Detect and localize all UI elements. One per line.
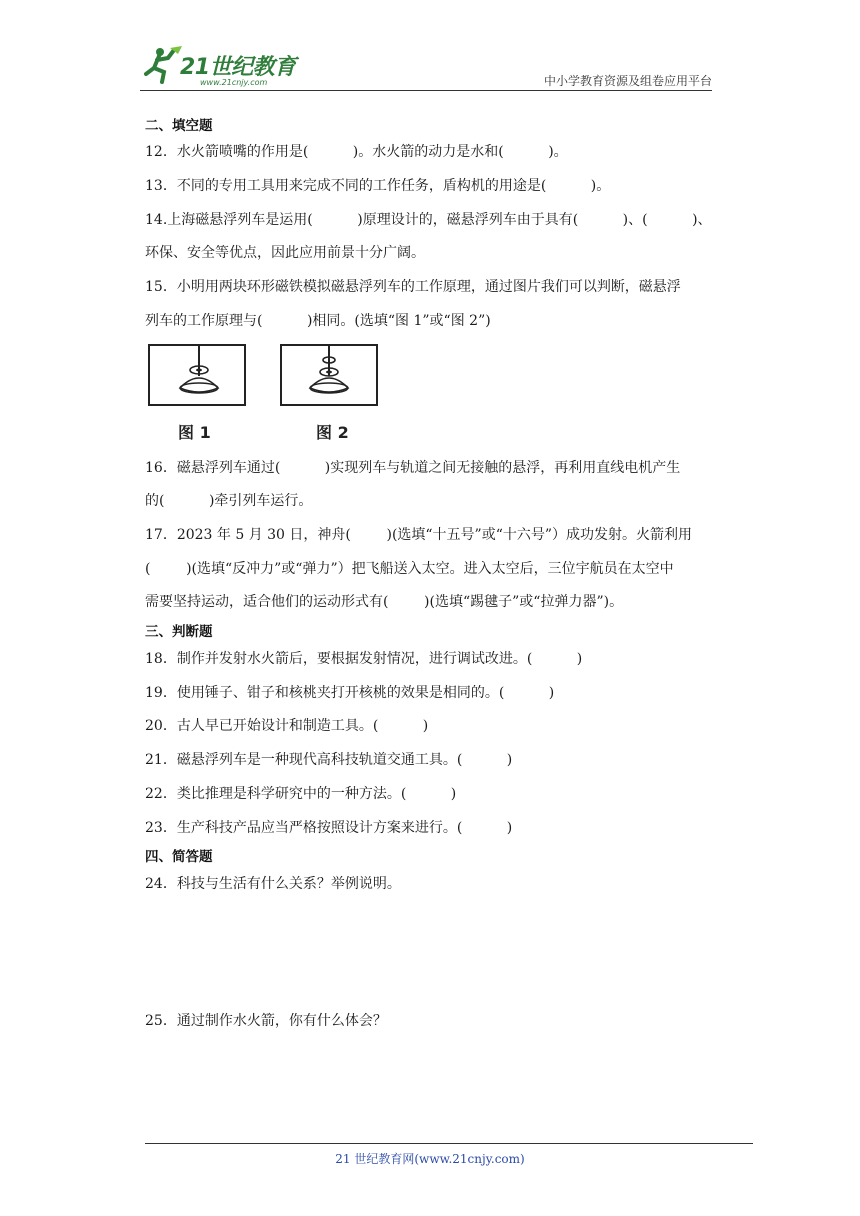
header-divider: [140, 90, 712, 91]
logo-url: www.21cnjy.com: [200, 78, 268, 87]
question-17-line3: 需要坚持运动，适合他们的运动形式有( )(选填“踢毽子”或“拉弹力器”)。: [145, 594, 624, 610]
figure-1-label: 图 1: [178, 423, 211, 442]
logo: [140, 40, 320, 90]
question-15-line2: 列车的工作原理与( )相同。(选填“图 1”或“图 2”): [145, 313, 491, 329]
section-judge-title: 三、判断题: [145, 624, 213, 640]
figure-1: [148, 344, 246, 406]
magnet-figures: [148, 344, 388, 444]
figure-2-label: 图 2: [316, 423, 349, 442]
footer-text: 21 世纪教育网(www.21cnjy.com): [335, 1152, 525, 1166]
question-16-line1: 16．磁悬浮列车通过( )实现列车与轨道之间无接触的悬浮，再利用直线电机产生: [145, 460, 681, 476]
question-20: 20．古人早已开始设计和制造工具。( ): [145, 718, 429, 734]
question-21: 21．磁悬浮列车是一种现代高科技轨道交通工具。( ): [145, 752, 513, 768]
figure-2: [280, 344, 378, 406]
question-19: 19．使用锤子、钳子和核桃夹打开核桃的效果是相同的。( ): [145, 685, 555, 701]
question-14-line2: 环保、安全等优点，因此应用前景十分广阔。: [145, 245, 425, 261]
question-18: 18．制作并发射水火箭后，要根据发射情况，进行调试改进。( ): [145, 651, 583, 667]
page-header: [140, 40, 712, 92]
question-14-line1: 14.上海磁悬浮列车是运用( )原理设计的，磁悬浮列车由于具有( )、( )、: [145, 212, 712, 228]
question-22: 22．类比推理是科学研究中的一种方法。( ): [145, 786, 457, 802]
question-12: 12．水火箭喷嘴的作用是( )。水火箭的动力是水和( )。: [145, 144, 568, 160]
footer-divider: [145, 1143, 753, 1144]
section-fill-title: 二、填空题: [145, 118, 213, 134]
question-17-line1: 17．2023 年 5 月 30 日，神舟( )(选填“十五号”或“十六号”）成功发射。火箭利用: [145, 527, 693, 543]
question-25: 25．通过制作水火箭，你有什么体会？: [145, 1013, 387, 1029]
question-16-line2: 的( )牵引列车运行。: [145, 493, 313, 509]
stacked-magnet-illustration: [282, 346, 376, 404]
question-23: 23．生产科技产品应当严格按照设计方案来进行。( ): [145, 820, 513, 836]
section-short-title: 四、简答题: [145, 849, 213, 865]
question-17-line2: ( )(选填“反冲力”或“弹力”）把飞船送入太空。进入太空后，三位宇航员在太空中: [145, 561, 674, 577]
suspended-magnet-illustration: [150, 346, 244, 404]
logo-text: 21世纪教育: [180, 55, 296, 80]
question-24: 24．科技与生活有什么关系？举例说明。: [145, 876, 401, 892]
runner-logo-icon: [140, 44, 184, 86]
platform-name: 中小学教育资源及组卷应用平台: [543, 74, 712, 88]
question-15-line1: 15．小明用两块环形磁铁模拟磁悬浮列车的工作原理，通过图片我们可以判断，磁悬浮: [145, 279, 681, 295]
question-13: 13．不同的专用工具用来完成不同的工作任务，盾构机的用途是( )。: [145, 178, 611, 194]
